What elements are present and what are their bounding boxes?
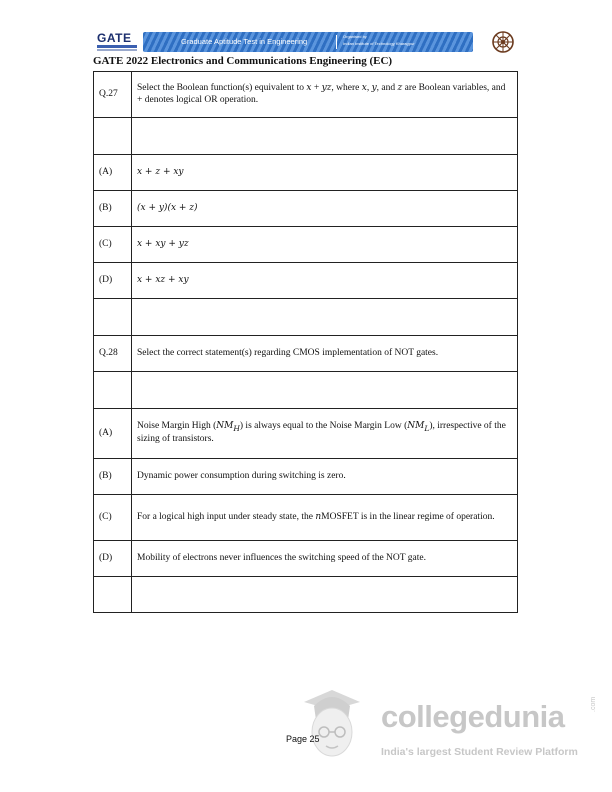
logo-text: GATE xyxy=(97,31,132,45)
watermark-suffix: .com xyxy=(590,696,597,712)
banner-title: Graduate Aptitude Test in Engineering xyxy=(181,37,308,46)
page-number: Page 25 xyxy=(286,734,320,744)
question-row xyxy=(94,336,518,372)
option-label: (D) xyxy=(94,263,132,299)
organizer-name: Indian Institute of Technology Kharagpur xyxy=(343,41,415,46)
question-row xyxy=(94,72,518,118)
blank-row xyxy=(94,118,518,155)
question-number: Q.28 xyxy=(94,336,132,372)
option-row xyxy=(94,227,518,263)
organizer-label: Organised by xyxy=(343,34,367,39)
option-row xyxy=(94,541,518,577)
option-label: (A) xyxy=(94,155,132,191)
question-text: Select the Boolean function(s) equivalent to x + yz, where x, y, and z are Boolean variables, and + denotes logical OR operation. xyxy=(132,72,518,118)
blank-row xyxy=(94,299,518,336)
blank-row xyxy=(94,372,518,409)
option-row xyxy=(94,263,518,299)
option-row xyxy=(94,155,518,191)
watermark-tagline: India's largest Student Review Platform xyxy=(381,746,578,758)
option-text: x + xy + yz xyxy=(132,227,518,263)
option-text: x + z + xy xyxy=(132,155,518,191)
option-row xyxy=(94,459,518,495)
option-label: (B) xyxy=(94,191,132,227)
option-label: (A) xyxy=(94,409,132,459)
mascot-illustration xyxy=(292,680,372,770)
banner-strip xyxy=(143,32,473,52)
option-text: (x + y)(x + z) xyxy=(132,191,518,227)
option-text: For a logical high input under steady state, the nMOSFET is in the linear regime of operation. xyxy=(132,495,518,541)
option-text: x + xz + xy xyxy=(132,263,518,299)
option-row xyxy=(94,191,518,227)
question-number: Q.27 xyxy=(94,72,132,118)
option-label: (B) xyxy=(94,459,132,495)
question-text: Select the correct statement(s) regarding CMOS implementation of NOT gates. xyxy=(132,336,518,372)
header-banner xyxy=(93,30,520,54)
iit-emblem-icon xyxy=(491,30,515,54)
option-text: Noise Margin High $(NM_H)$ is always equal to the Noise Margin Low $(NM_L)$, irrespective of the sizing of transistors. xyxy=(132,409,518,459)
option-row xyxy=(94,409,518,459)
document-title: GATE 2022 Electronics and Communications Engineering (EC) xyxy=(93,55,393,67)
option-text: Dynamic power consumption during switching is zero. xyxy=(132,459,518,495)
gate-logo xyxy=(93,30,141,54)
watermark-brand: collegedunia xyxy=(381,699,565,734)
question-table xyxy=(93,71,518,613)
logo-bar xyxy=(97,45,137,48)
blank-row xyxy=(94,577,518,613)
option-label: (C) xyxy=(94,227,132,263)
option-text: Mobility of electrons never influences the switching speed of the NOT gate. xyxy=(132,541,518,577)
option-row xyxy=(94,495,518,541)
banner-separator xyxy=(336,35,337,49)
option-label: (D) xyxy=(94,541,132,577)
option-label: (C) xyxy=(94,495,132,541)
logo-subbar xyxy=(97,49,137,51)
